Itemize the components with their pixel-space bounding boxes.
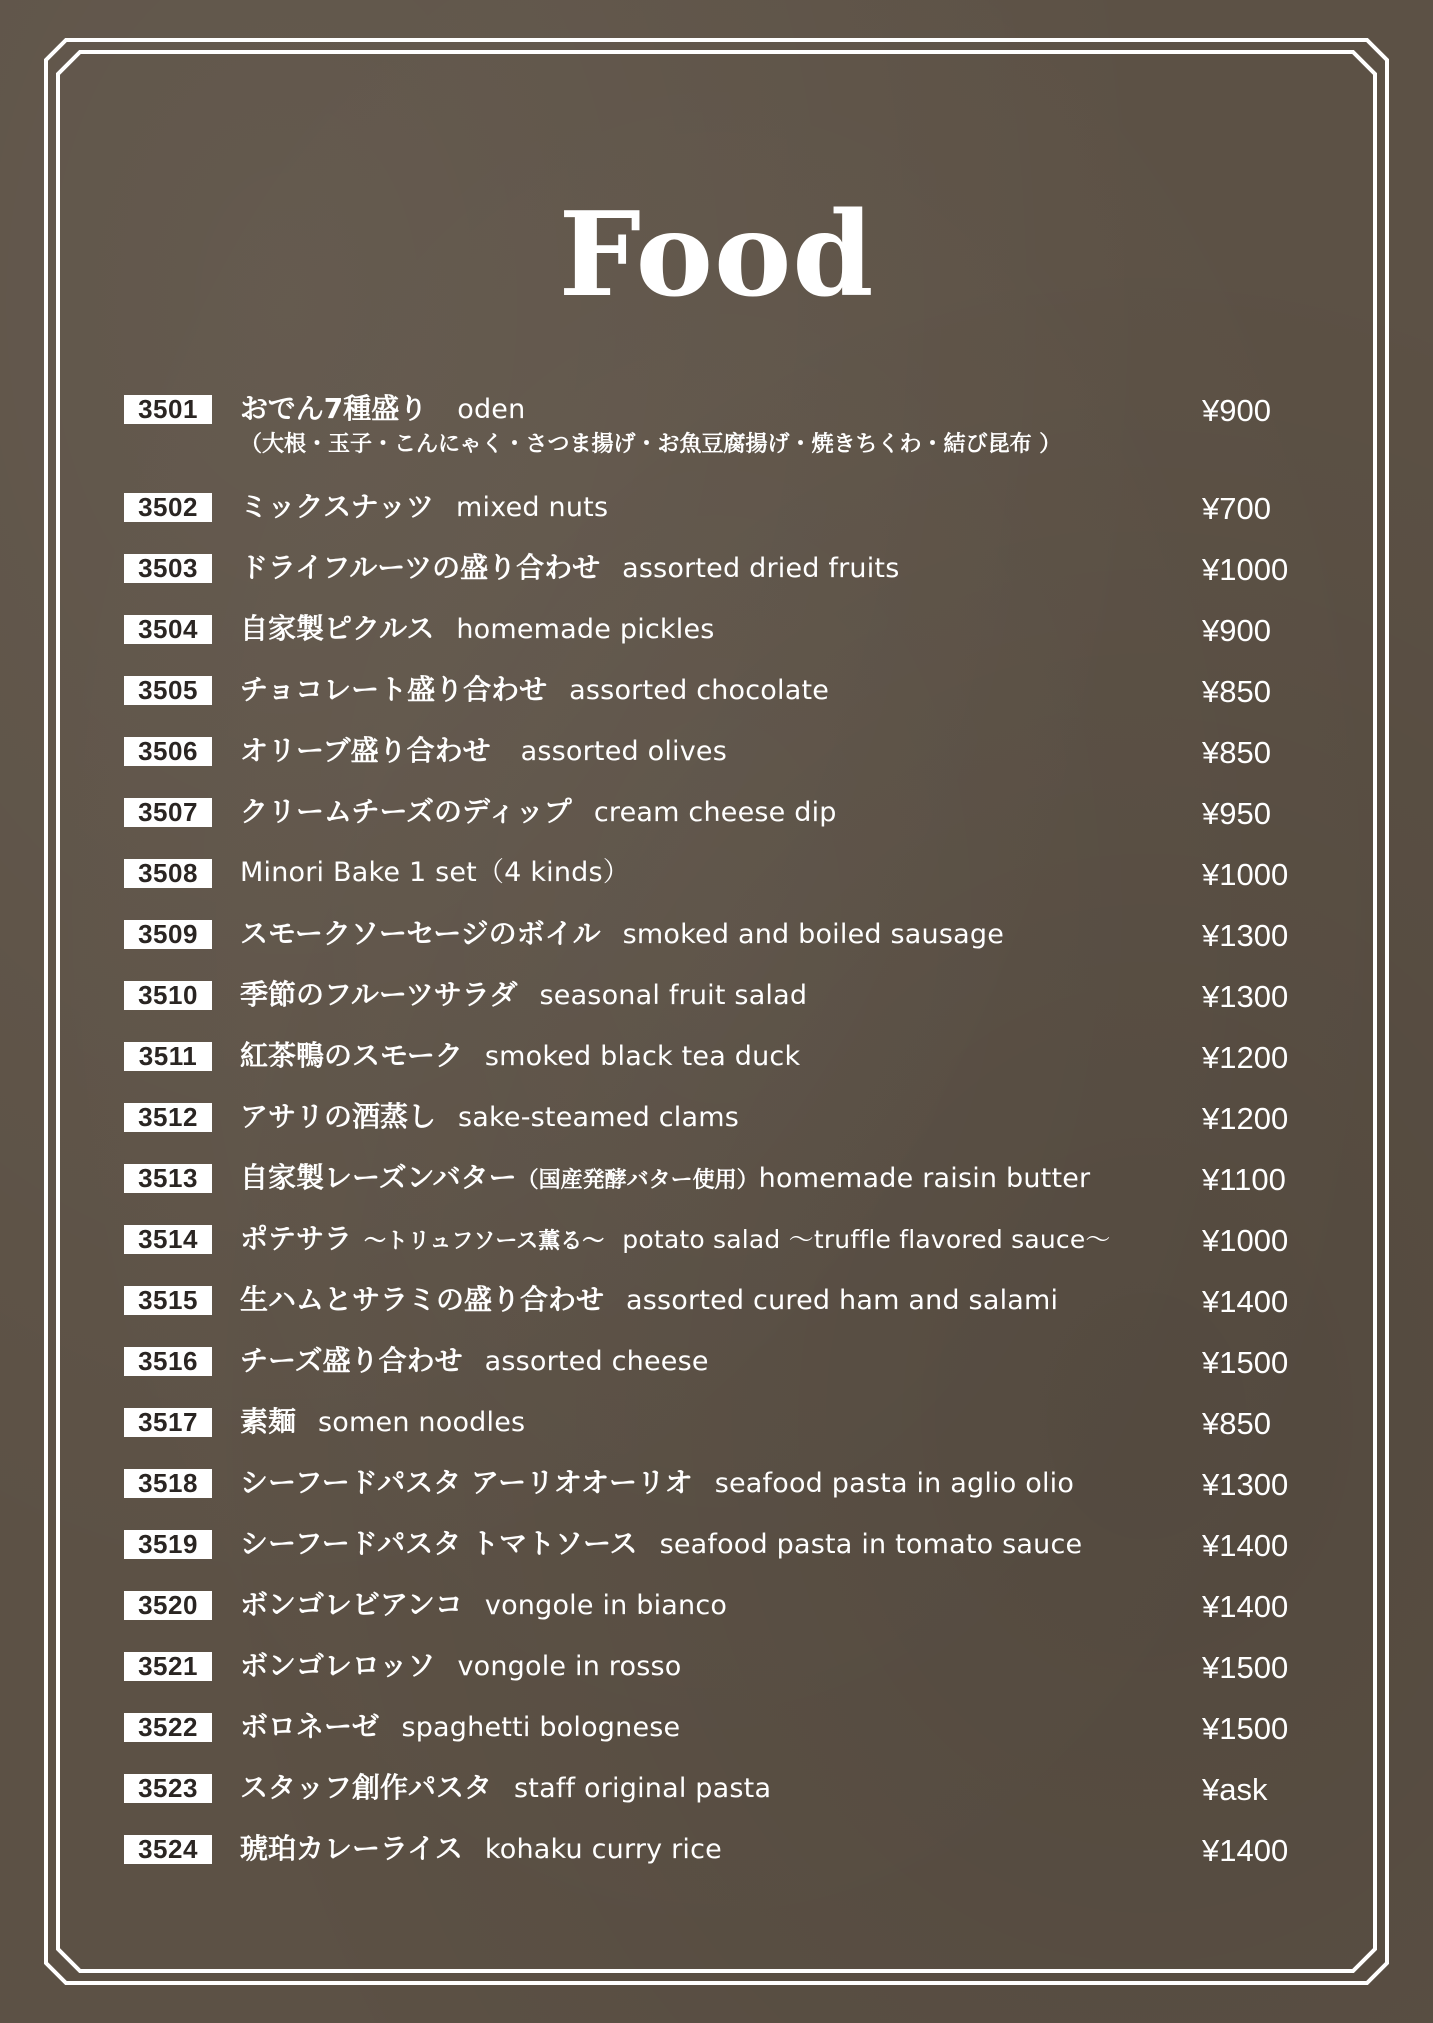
item-price: ¥1400 (1202, 1528, 1289, 1563)
item-price: ¥850 (1202, 674, 1271, 709)
menu-item (124, 392, 1304, 457)
item-name-en: assorted cheese (484, 1346, 709, 1377)
item-name (240, 791, 837, 837)
item-code: 3514 (124, 1225, 212, 1254)
item-name (240, 913, 1004, 959)
item-code: 3502 (124, 493, 212, 522)
menu-item (124, 1527, 1304, 1575)
menu-item (124, 1466, 1304, 1514)
item-code: 3503 (124, 554, 212, 583)
item-name-en: kohaku curry rice (484, 1834, 722, 1865)
menu-item (124, 917, 1304, 965)
item-price: ¥700 (1202, 491, 1271, 526)
item-name-ja: オリーブ盛り合わせ (240, 734, 491, 767)
item-name-ja: 生ハムとサラミの盛り合わせ (240, 1283, 605, 1316)
item-code: 3516 (124, 1347, 212, 1376)
item-name-en: mixed nuts (456, 492, 609, 523)
item-name-en: sake-steamed clams (458, 1102, 739, 1133)
item-price: ¥ask (1202, 1772, 1268, 1807)
item-code: 3510 (124, 981, 212, 1010)
item-name-ja: ボロネーゼ (240, 1710, 380, 1743)
menu-item (124, 1344, 1304, 1392)
menu-item (124, 551, 1304, 599)
page-title: Food (558, 187, 875, 323)
menu-item (124, 1039, 1304, 1087)
menu-item (124, 734, 1304, 782)
item-price: ¥1000 (1202, 857, 1289, 892)
item-name (240, 547, 899, 593)
item-name-en: assorted dried fruits (622, 553, 900, 584)
item-price: ¥1200 (1202, 1040, 1289, 1075)
item-name (240, 1218, 1111, 1264)
item-code: 3518 (124, 1469, 212, 1498)
item-name (240, 388, 525, 434)
item-name-en: assorted cured ham and salami (626, 1285, 1059, 1316)
item-code: 3512 (124, 1103, 212, 1132)
item-code: 3517 (124, 1408, 212, 1437)
item-name (240, 1645, 682, 1691)
item-name-ja: クリームチーズのディップ (240, 795, 572, 828)
item-name (240, 1157, 1090, 1203)
item-code: 3521 (124, 1652, 212, 1681)
item-name (240, 852, 630, 897)
item-name-en: Minori Bake 1 set（4 kinds） (240, 857, 630, 888)
menu-item (124, 1649, 1304, 1697)
item-name-en: homemade pickles (456, 614, 715, 645)
menu-item (124, 673, 1304, 721)
item-name-en: staff original pasta (514, 1773, 772, 1804)
item-name (240, 1828, 722, 1874)
item-name-en: potato salad ～truffle flavored sauce～ (622, 1225, 1111, 1254)
item-price: ¥1500 (1202, 1711, 1289, 1746)
item-name (240, 1706, 680, 1752)
item-name (240, 1401, 525, 1447)
item-code: 3519 (124, 1530, 212, 1559)
menu-item (124, 1588, 1304, 1636)
item-code: 3505 (124, 676, 212, 705)
item-note: （大根・玉子・こんにゃく・さつま揚げ・お魚豆腐揚げ・焼きちくわ・結び昆布 ） (240, 432, 1062, 457)
item-name-ja: スタッフ創作パスタ (240, 1771, 493, 1804)
item-name-ja: ボンゴレロッソ (240, 1649, 436, 1682)
item-price: ¥950 (1202, 796, 1271, 831)
item-code: 3523 (124, 1774, 212, 1803)
item-name-ja: シーフードパスタ トマトソース (240, 1527, 638, 1560)
item-code: 3507 (124, 798, 212, 827)
item-name-ja: 素麺 (240, 1405, 297, 1438)
item-name-en: smoked and boiled sausage (622, 919, 1005, 950)
item-code: 3501 (124, 395, 212, 424)
item-name-en: vongole in rosso (457, 1651, 682, 1682)
item-code: 3513 (124, 1164, 212, 1193)
item-price: ¥1100 (1202, 1162, 1286, 1197)
menu-item (124, 1832, 1304, 1880)
menu-item (124, 795, 1304, 843)
item-price: ¥850 (1202, 735, 1271, 770)
item-name-en: seasonal fruit salad (539, 980, 808, 1011)
menu-item (124, 1100, 1304, 1148)
menu-item (124, 1405, 1304, 1453)
item-price: ¥1000 (1202, 1223, 1289, 1258)
item-price: ¥850 (1202, 1406, 1271, 1441)
item-name-en: cream cheese dip (593, 797, 837, 828)
item-price: ¥1300 (1202, 1467, 1289, 1502)
menu-item (124, 1771, 1304, 1819)
item-name (240, 1584, 727, 1630)
item-name-en: spaghetti bolognese (401, 1712, 681, 1743)
menu-item (124, 978, 1304, 1026)
menu-item (124, 1222, 1304, 1270)
menu-item (124, 490, 1304, 538)
item-code: 3511 (124, 1042, 212, 1071)
item-price: ¥1200 (1202, 1101, 1289, 1136)
item-price: ¥1500 (1202, 1345, 1289, 1380)
item-name (240, 486, 608, 532)
item-name-ja: ポテサラ (240, 1222, 353, 1255)
item-price: ¥1400 (1202, 1284, 1289, 1319)
item-name (240, 730, 727, 776)
item-name-ja: チーズ盛り合わせ (240, 1344, 463, 1377)
item-name (240, 608, 715, 654)
item-name-en: seafood pasta in tomato sauce (659, 1529, 1083, 1560)
item-name-ja: 自家製レーズンバター (240, 1161, 517, 1194)
item-name-ja: アサリの酒蒸し (240, 1100, 437, 1133)
item-price: ¥1000 (1202, 552, 1289, 587)
item-price: ¥1400 (1202, 1589, 1289, 1624)
item-name-en: smoked black tea duck (484, 1041, 801, 1072)
item-name-en: vongole in bianco (484, 1590, 728, 1621)
item-name-ja: ミックスナッツ (240, 490, 435, 523)
item-code: 3508 (124, 859, 212, 888)
item-name (240, 1767, 771, 1813)
item-name (240, 1340, 709, 1386)
item-name-en: oden (457, 394, 526, 425)
item-name-ja: スモークソーセージのボイル (240, 917, 601, 950)
item-code: 3515 (124, 1286, 212, 1315)
item-name (240, 669, 829, 715)
item-code: 3522 (124, 1713, 212, 1742)
item-name (240, 974, 807, 1020)
item-name-ja: ボンゴレビアンコ (240, 1588, 463, 1621)
item-name-ja-note: ～トリュフソース薫る～ (364, 1229, 605, 1254)
item-name-en: somen noodles (318, 1407, 526, 1438)
item-price: ¥1300 (1202, 979, 1289, 1014)
item-code: 3524 (124, 1835, 212, 1864)
item-code: 3504 (124, 615, 212, 644)
item-price: ¥900 (1202, 393, 1271, 428)
item-name-ja: シーフードパスタ アーリオオーリオ (240, 1466, 693, 1499)
menu-item (124, 612, 1304, 660)
item-name-en: seafood pasta in aglio olio (714, 1468, 1075, 1499)
item-name-ja-note: （国産発酵バター使用） (516, 1168, 759, 1193)
menu-item (124, 1161, 1304, 1209)
item-name-ja: 紅茶鴨のスモーク (240, 1039, 463, 1072)
item-price: ¥900 (1202, 613, 1271, 648)
item-name (240, 1096, 739, 1142)
item-name-en: assorted chocolate (569, 675, 830, 706)
item-name (240, 1279, 1058, 1325)
item-price: ¥1500 (1202, 1650, 1289, 1685)
item-code: 3520 (124, 1591, 212, 1620)
item-name (240, 1462, 1074, 1508)
menu-item (124, 1283, 1304, 1331)
item-price: ¥1300 (1202, 918, 1289, 953)
item-name-en: assorted olives (520, 736, 728, 767)
item-code: 3506 (124, 737, 212, 766)
item-name-ja: チョコレート盛り合わせ (240, 673, 548, 706)
item-code: 3509 (124, 920, 212, 949)
menu-item (124, 1710, 1304, 1758)
item-name-ja: 季節のフルーツサラダ (240, 978, 518, 1011)
item-name-en: homemade raisin butter (758, 1163, 1091, 1194)
item-name (240, 1523, 1082, 1569)
menu-item (124, 856, 1304, 904)
item-name-ja: 琥珀カレーライス (240, 1832, 463, 1865)
item-price: ¥1400 (1202, 1833, 1289, 1868)
item-name-ja: ドライフルーツの盛り合わせ (240, 551, 601, 584)
item-name (240, 1035, 800, 1081)
item-name-ja: 自家製ピクルス (240, 612, 435, 645)
item-name-ja: おでん7種盛り (240, 392, 428, 425)
